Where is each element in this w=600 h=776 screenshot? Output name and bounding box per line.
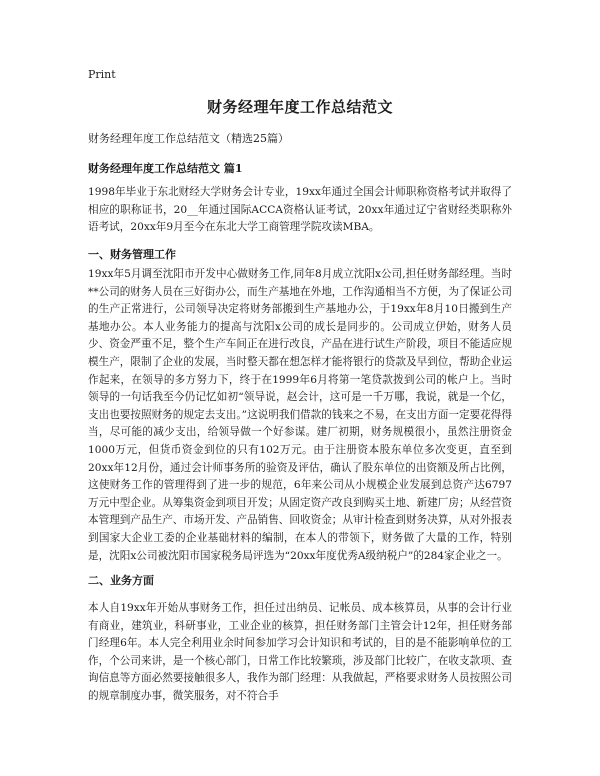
document-subtitle: 财务经理年度工作总结范文（精选25篇） xyxy=(88,132,289,145)
section-2-paragraph: 本人自19xx年开始从事财务工作，担任过出纳员、记帐员、成本核算员，从事的会计行业有商业，建筑业，科研事业，工业企业的核算，担任财务部门主管会计12年，担任财务部门经理6年。本人完全利用业余时间参加学习会计知识和考试的，目的是不能影响单位的工作，个公司来讲，是一个核心部门，日常工作比较繁琐，涉及部门比较广，在收支款项、查询信息等方面必然要接触很多人，我作为部门经理：从我做起，严格要求财务人员按照公司的规章制度办事，微笑服务，对不符合手 xyxy=(88,602,512,702)
intro-paragraph: 1998年毕业于东北财经大学财务会计专业，19xx年通过全国会计师职称资格考试并取得了相应的职称证书，20__年通过国际ACCA资格认证考试，20xx年通过辽宁省财经类职称外语考试，20xx年9月至今在东北大学工商管理学院攻读MBA。 xyxy=(88,186,512,234)
section-1-heading: 一、财务管理工作 xyxy=(88,248,176,261)
section-1-paragraph: 19xx年5月调至沈阳市开发中心做财务工作,同年8月成立沈阳x公司,担任财务部经理。当时**公司的财务人员在三好街办公，而生产基地在外地，工作沟通相当不方便，为了保证公司的生产正常进行，公司领导决定将财务部搬到生产基地办公，于19xx年8月10日搬到生产基地办公。本人业务能力的提高与沈阳x公司的成长是同步的。公司成立伊始，财务人员少、资金严重不足，整个生产车间正在进行改良，产品在进行试生产阶段，项目不能适应规模生产，限制了企业的发展，当时整天都在想怎样才能将银行的贷款及早到位，帮助企业运作起来，在领导的多方努力下，终于在1999年6月将第一笔贷款拨到公司的帐户上。当时领导的一句话我至今仍记忆如初“领导说，赵会计，这可是一千万哪，我说，就是一个亿，支出也要按照财务的规定去支出。”这说明我们借款的钱来之不易，在支出方面一定要花得得当，尽可能的减少支出，给领导做一个好参谋。建厂初期，财务规模很小，虽然注册资金1000万元，但货币资金到位的只有102万元。由于注册资本股东单位多次变更，直至到20xx年12月份，通过会计师事务所的验资及评估，确认了股东单位的出资额及所占比例，这使财务工作的管理得到了进一步的规范，6年来公司从小规模企业发展到总资产达6797万元中型企业。从筹集资金到项目开发；从固定资产改良到购买土地、新建厂房；从经营资本管理到产品生产、市场开发、产品销售、回收资金；从审计检查到财务决算，从对外报表到国家大企业工委的企业基础材料的编制，在本人的带领下，财务做了大量的工作，特别是，沈阳x公司被沈阳市国家税务局评选为“20xx年度优秀A级纳税户”的284家企业之一。 xyxy=(88,268,512,562)
article-heading: 财务经理年度工作总结范文 篇1 xyxy=(88,162,243,175)
print-label[interactable]: Print xyxy=(88,68,116,81)
section-2-heading: 二、业务方面 xyxy=(88,574,154,587)
page-title: 财务经理年度工作总结范文 xyxy=(206,98,393,116)
